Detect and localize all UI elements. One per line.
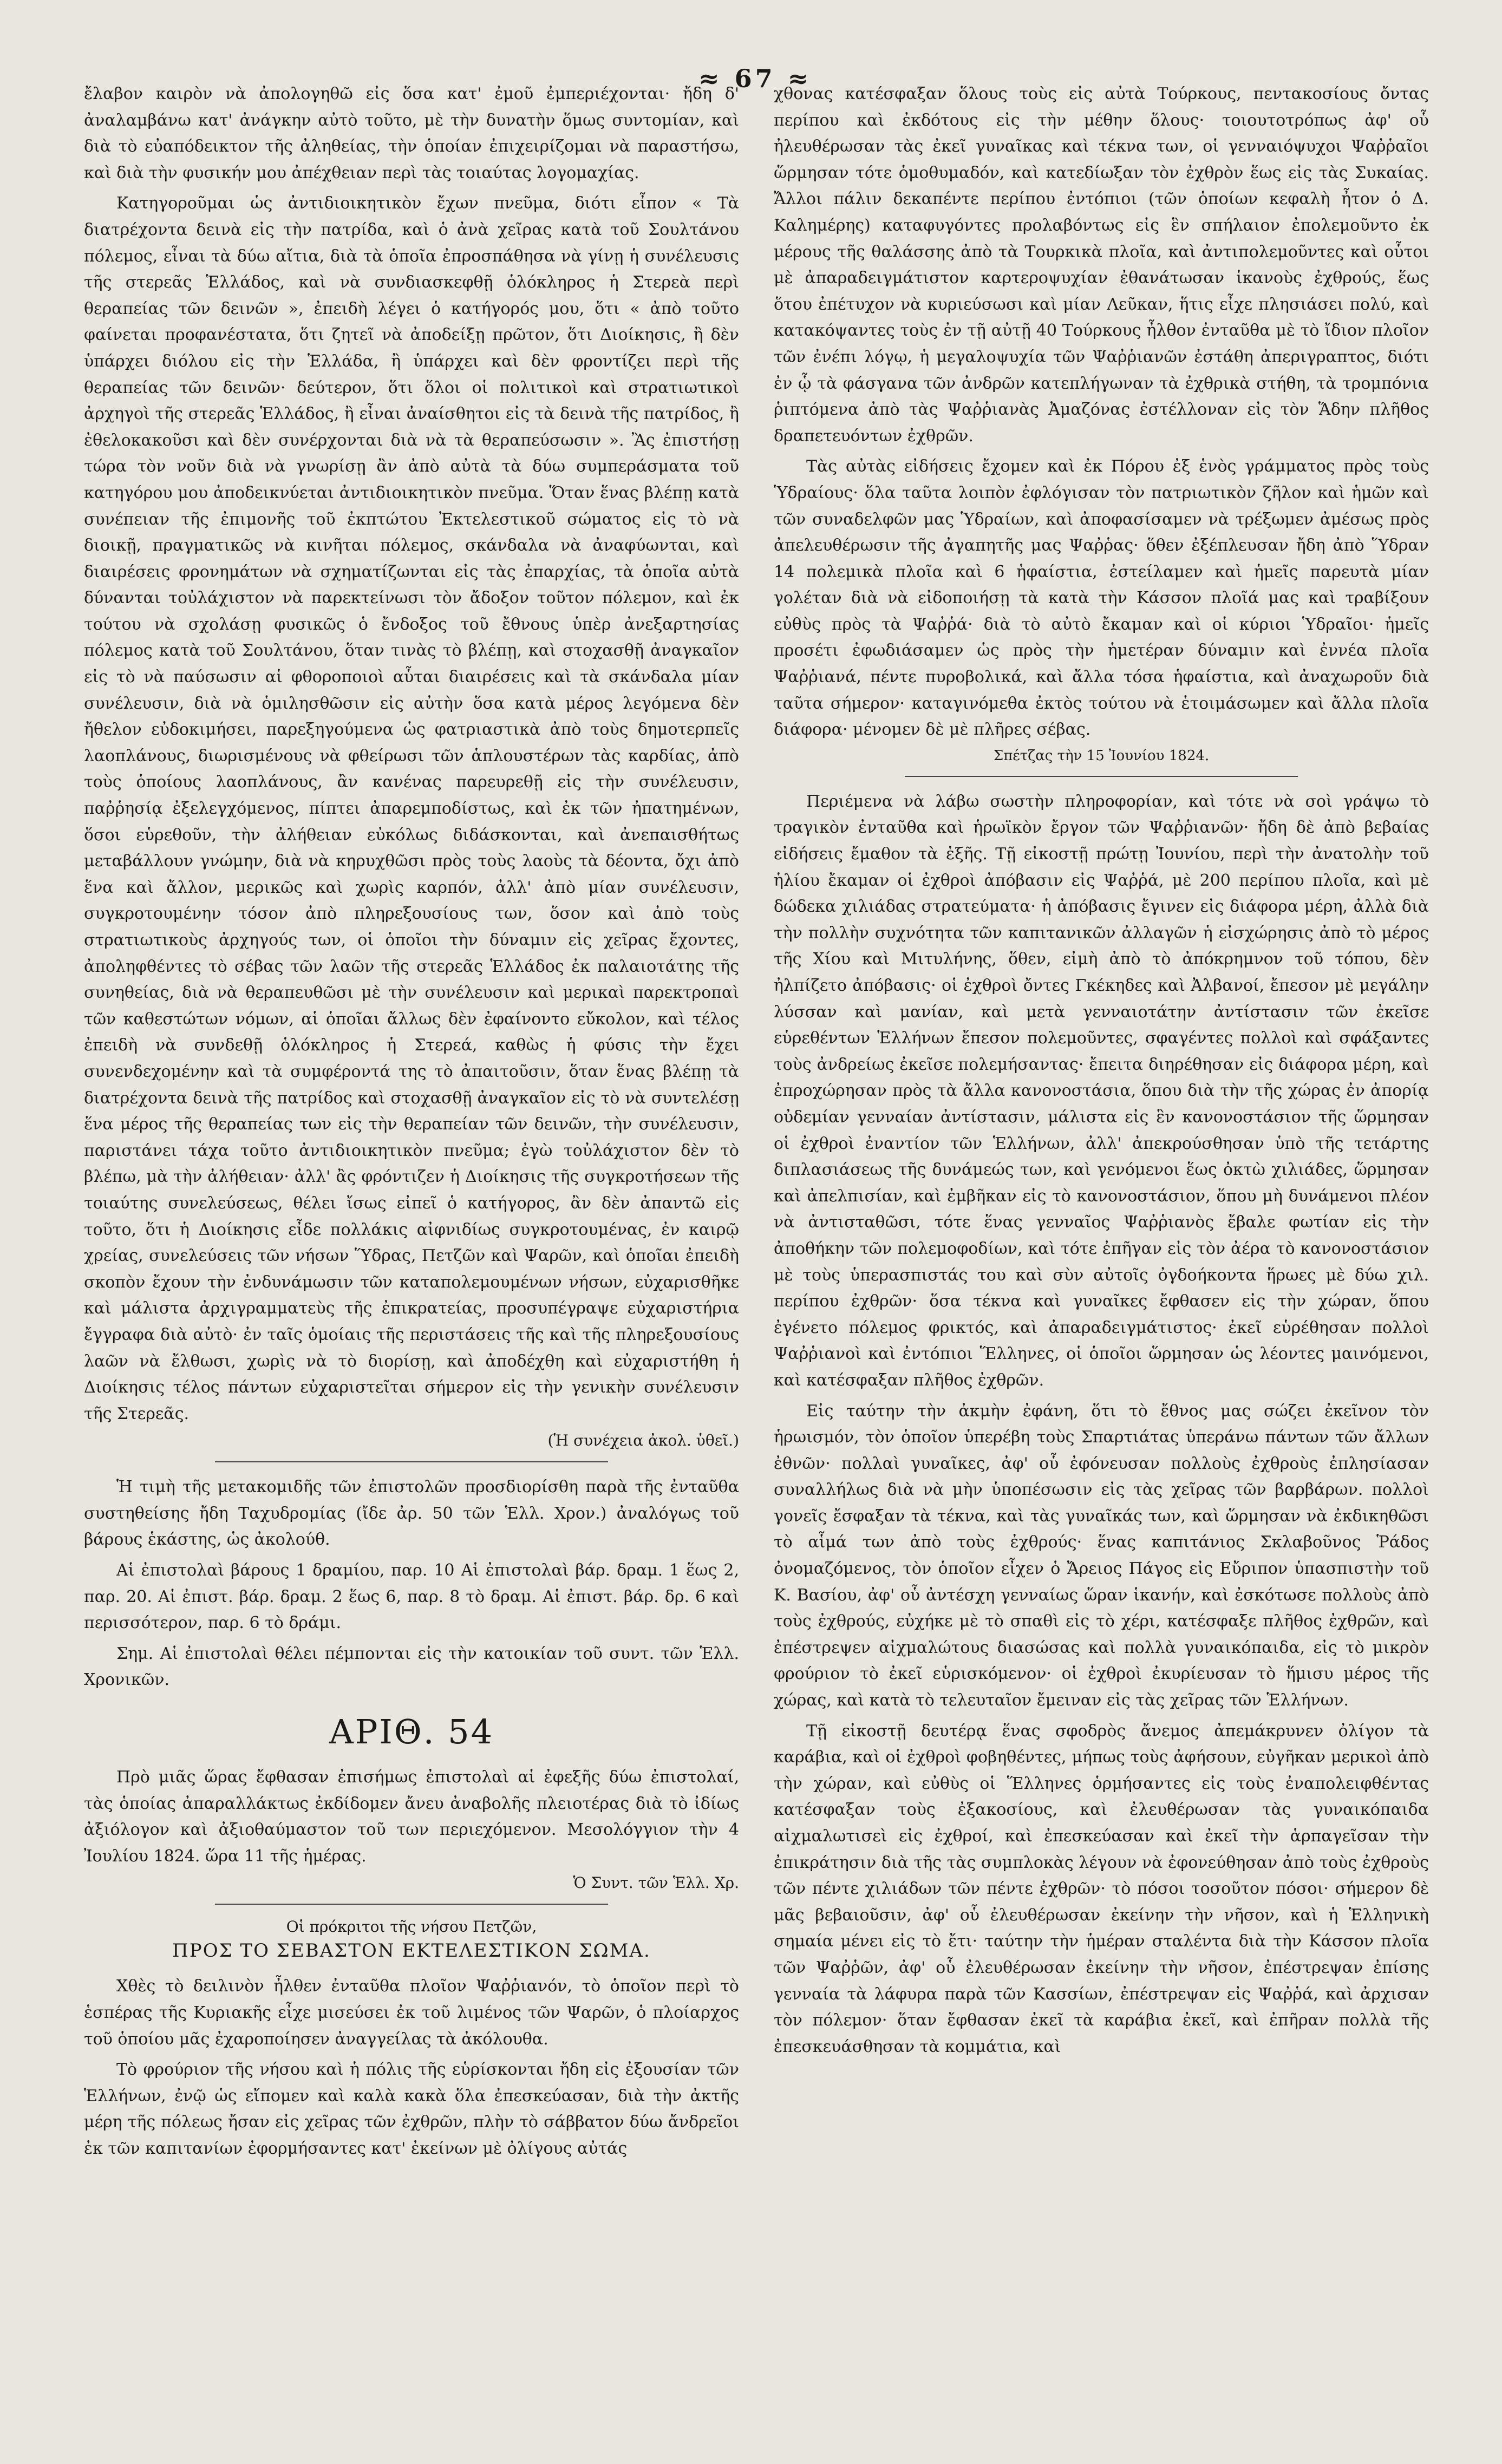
letter-date: Σπέτζας τὴν 15 Ἰουνίου 1824. [993, 747, 1210, 764]
columns [84, 81, 1432, 2399]
right-paragraph-1: χθονας κατέσφαξαν ὅλους τοὺς εἰς αὐτὰ Τούρκους, πεντακοσίους ὄντας περίπου καὶ ἐκδότους εἰς τὴν μέθην ὅλους· τοιουτοτρόπως ἀφ' οὗ ἠλευθέρωσαν τὰς ἐκεῖ γυναῖκας καὶ τέκνα των, οἱ γενναιόψυχοι Ψαῤῥαῖοι ὥρμησαν τότε ὁμοθυμαδόν, καὶ κατεδίωξαν τὸν ἐχθρὸν ἕως εἰς τὰς Συκαίας. Ἄλλοι πάλιν δεκαπέντε περίπου ἐντόπιοι (τῶν ὁποίων κεφαλὴ ἦτον ὁ Δ. Καλημέρης) καταφυγόντες προλαβόντως εἰς ἓν σπήλαιον ἐπολεμοῦντο ἐκ μέρους τῆς θαλάσσης ἀπὸ τὰ Τουρκικὰ πλοῖα, καὶ ἀντιπολεμοῦντες καὶ οὗτοι μὲ ἀπαραδειγμάτιστον καρτεροψυχίαν ἐθανάτωσαν ἱκανοὺς ἐχθρούς, ἕως ὅτου ἐπέτυχον νὰ κυριεύσωσι καὶ μίαν Λεῦκαν, ἥτις εἶχε πλησιάσει πολύ, καὶ κατακόψαντες τοὺς ἐν τῇ αὐτῇ 40 Τούρκους ἦλθον ἐνταῦθα μὲ τὸ ἴδιον πλοῖον τῶν ἐνέπι λόγῳ, ἡ μεγαλοψυχία τῶν Ψαῤῥιανῶν ἐστάθη ἀπεριγραπτος, διότι ἐν ᾧ τὰ φάσγανα τῶν ἀνδρῶν κατεπλήγωναν τὰ ἐχθρικὰ στήθη, τὰ τρομπόνια ῥιπτόμενα ἀπὸ τὰς Ψαῤῥιανὰς Ἀμαζόνας ἐστέλλοναν εἰς τὸν Ἅδην πλῆθος δραπετευόντων ἐχθρῶν. [774, 84, 1429, 446]
footnote-1: Ἡ τιμὴ τῆς μετακομιδῆς τῶν ἐπιστολῶν προσδιορίσθη παρὰ τῆς ἐνταῦθα συστηθείσης ἤδη Ταχυδρομίας (ἴδε ἀρ. 50 τῶν Ἑλλ. Χρον.) ἀναλόγως τοῦ βάρους ἑκάστης, ὡς ἀκολούθ. [84, 1478, 739, 1550]
issue-note: Πρὸ μιᾶς ὥρας ἔφθασαν ἐπισήμως ἐπιστολαὶ αἱ ἐφεξῆς δύω ἐπιστολαί, τὰς ὁποίας ἀπαραλλάκτως ἐκδίδομεν ἄνευ ἀναβολῆς πλειοτέρας διὰ τὸ ἰδίως ἀξιόλογον καὶ ἀξιοθαύμαστον τοῦ των περιεχόμενον. Μεσολόγγιον τὴν 4 Ἰουλίου 1824. ὥρα 11 τῆς ἡμέρας. [84, 1768, 739, 1866]
right-paragraph-5: Τῇ εἰκοστῇ δευτέρᾳ ἕνας σφοδρὸς ἄνεμος ἀπεμάκρυνεν ὀλίγον τὰ καράβια, καὶ οἱ ἐχθροὶ φοβηθέντες, μήπως τοὺς ἀφήσουν, εὐγῆκαν μερικοὶ ἀπὸ τὴν χώραν, καὶ εὐθὺς οἱ Ἕλληνες ὁρμήσαντες εἰς τοὺς ἐναπολειφθέντας κατέσφαξαν τοὺς ἐξακοσίους, καὶ ἐλευθέρωσαν τὰς γυναικόπαιδα αἰχμαλωτισεὶ εἰς ἐχθροί, καὶ ἐπεσκεύασαν καὶ ἐκεῖ τὴν ἁρπαγεῖσαν τὴν ἐπικράτησιν διὰ τῆς τὰς συμπλοκὰς λέγουν νὰ ἐφονεύθησαν ἀπὸ τοὺς ἐχθροὺς τῶν πέντε χιλιάδων τῶν πέντε ἐχθρῶν· τὸ πόσοι τοσοῦτον πόσοι· σήμερον δὲ μᾶς βεβαιοῦσιν, ἀφ' οὗ ἐλευθέρωσαν ἐκείνην τὴν νῆσον, καὶ ἡ Ἑλληνικὴ σημαία μένει εἰς τὸ ἔτι· ταύτην τὴν ἡμέραν σταλέντα διὰ τὴν Κάσσον πλοῖα τῶν Ψαῤῥῶν, ἀφ' οὗ ἐλευθέρωσαν ἐκείνην τὴν νῆσον, ἐπέστρεψαν ἐπίσης γενναία τὰ λάφυρα παρὰ τῶν Κασσίων, ἐπέστρεψαν εἰς Ψαῤῥά, καὶ ἀρχισαν τὸν πόλεμον· ὅταν ἔφθασαν ἐκεῖ τὰ καράβια ἐκεῖ, καὶ ἐπῆραν πολλὰ τῆς ἐπεσκευάσθησαν τὰ κομμάτια, καὶ [774, 1721, 1429, 2056]
footnote-2: Αἱ ἐπιστολαὶ βάρους 1 δραμίου, παρ. 10 Αἱ ἐπιστολαὶ βάρ. δραμ. 1 ἕως 2, παρ. 20. Αἱ ἐπιστ. βάρ. δραμ. 2 ἕως 6, παρ. 8 τὸ δραμ. Αἱ ἐπιστ. βάρ. δρ. 6 καὶ περισσότερον, παρ. 6 τὸ δράμι. [84, 1561, 739, 1633]
page-number-value: 67 [734, 64, 776, 93]
letter-from: Οἱ πρόκριτοι τῆς νήσου Πετζῶν, [286, 1918, 537, 1936]
continuation-note: (Ἡ συνέχεια ἀκολ. ὑθεῖ.) [547, 1432, 739, 1450]
left-column [84, 81, 739, 2399]
footnote-3: Σημ. Αἱ ἐπιστολαὶ θέλει πέμπονται εἰς τὴν κατοικίαν τοῦ συντ. τῶν Ἑλλ. Χρονικῶν. [84, 1644, 739, 1690]
right-paragraph-2: Τὰς αὐτὰς εἰδήσεις ἔχομεν καὶ ἐκ Πόρου ἐξ ἑνὸς γράμματος πρὸς τοὺς Ὑδραίους· ὅλα ταῦτα λοιπὸν ἐφλόγισαν τὸν πατριωτικὸν ζῆλον καὶ ἡμῶν καὶ τῶν συναδελφῶν μας Ὑδραίων, καὶ ἀποφασίσαμεν νὰ τρέξωμεν ἀμέσως πρὸς ἀπελευθέρωσιν τῆς ἀγαπητῆς μας Ψαῤῥας· ὅθεν ἐξέπλευσαν ἤδη ἀπὸ Ὕδραν 14 πολεμικὰ πλοῖα καὶ 6 ἡφαίστια, ἐστείλαμεν καὶ ἡμεῖς παρευτὰ μίαν γολέταν διὰ νὰ εἰδοποιήσῃ τὰ κατὰ τὴν Κάσσον πλοῖά μας καὶ τραβίξουν εὐθὺς πρὸς τὰ Ψαῤῥά· διὰ τὸ αὐτὸ ἔκαμαν καὶ οἱ κύριοι Ὑδραῖοι· ἡμεῖς προσέτι ἐφωδιάσαμεν ὡς πρὸς τὴν ἡμετέραν δύναμιν καὶ ἐννέα πλοῖα Ψαῤῥιανά, πέντε πυροβολικά, καὶ ἄλλα τόσα ἡφαίστια, καὶ ἀναχωροῦν διὰ ταῦτα σήμερον· καταγινόμεθα ἐκτὸς τούτου νὰ ἑτοιμάσωμεν καὶ ἄλλα πλοῖα διάφορα· μένομεν δὲ μὲ πλῆρες σέβας. [774, 457, 1429, 740]
left-paragraph-1: ἔλαβον καιρὸν νὰ ἀπολογηθῶ εἰς ὅσα κατ' ἐμοῦ ἐμπεριέχονται· ἤδη δ' ἀναλαμβάνω κατ' ἀνάγκην αὐτὸ τοῦτο, μὲ τὴν δυνατὴν ὅμως συντομίαν, καὶ διὰ τὸ εὐαπόδεικτον τῆς ἀληθείας, τὴν ὁποίαν ἐπιχειρίζομαι νὰ παραστήσω, καὶ διὰ τὴν φυσικήν μου ἀπέχθειαν περὶ τὰς τοιαύτας λογομαχίας. [84, 84, 739, 182]
letter-paragraph-2: Τὸ φρούριον τῆς νήσου καὶ ἡ πόλις τῆς εὑρίσκονται ἤδη εἰς ἐξουσίαν τῶν Ἑλλήνων, ἐνῷ ὡς εἴπομεν καὶ καλὰ κακὰ ὅλα ἐπεσκεύασαν, διὰ τὴν ἀκτῆς μέρη τῆς πόλεως ἤσαν εἰς χεῖρας τῶν ἐχθρῶν, πλὴν τὸ σάββατον δύω ἄνδρεῖοι ἐκ τῶν καπιτανίων ἐφορμήσαντες κατ' ἐκείνων μὲ ὀλίγους αὐτάς [84, 2060, 739, 2158]
page-number: ≈ 67 ≈ [698, 64, 812, 93]
right-paragraph-3: Περιέμενα νὰ λάβω σωστὴν πληροφορίαν, καὶ τότε νὰ σοὶ γράψω τὸ τραγικὸν ἐνταῦθα καὶ ἡρωϊκὸν ἔργον τῶν Ψαῤῥιανῶν· ἤδη δὲ ἀπὸ βεβαίας εἰδήσεις ἔμαθον τὰ ἑξῆς. Τῇ εἰκοστῇ πρώτῃ Ἰουνίου, περὶ τὴν ἀνατολὴν τοῦ ἡλίου ἔκαμαν οἱ ἐχθροὶ ἀπόβασιν εἰς Ψαῤῥά, μὲ 200 περίπου πλοῖα, καὶ μὲ δώδεκα χιλιάδας στρατεύματα· ἡ ἀπόβασις ἔγινεν εἰς διάφορα μέρη, ἀλλὰ διὰ τὴν πολλὴν συχνότητα τῶν καπιτανικῶν ἀλλαγῶν ἡ εἰσχώρησις ἀπὸ τὸ μέρος τῆς Χίου καὶ Μιτυλήνης, ὅθεν, εἰμὴ ἀπὸ τὸ ἀπόκρημνον τοῦ τόπου, δὲν ἠλπίζετο ἀπόβασις· οἱ ἐχθροὶ ὄντες Γκέκηδες καὶ Ἀλβανοί, ἔπεσον μὲ μεγάλην λύσσαν καὶ μανίαν, καὶ μετὰ γενναιοτάτην ἀντίστασιν τῶν ἐκεῖσε εὑρεθέντων Ἑλλήνων ἔπεσον πολεμοῦντες, σφαγέντες πολλοὶ καὶ σφάξαντες τοὺς ἀνδρείως ἐκεῖσε πολεμήσαντας· ἔπειτα διηρέθησαν εἰς διάφορα μέρη, καὶ ἐπροχώρησαν πρὸς τὰ ἄλλα κανονοστάσια, ὅπου διὰ τὴν τῆς χώρας ἐν ἀπορίᾳ οὐδεμίαν γενναίαν ἀντίστασιν, μάλιστα εἰς ἓν κανονοστάσιον τῆς ὥρμησαν οἱ ἐχθροὶ ἐναντίον τῶν Ἑλλήνων, ἀλλ' ἀπεκρούσθησαν ὑπὸ τῆς τετάρτης διπλασιάσεως τῆς δυνάμεώς των, καὶ γενόμενοι ἕως ὀκτὼ χιλιάδες, ὥρμησαν καὶ ἀπελπισίαν, καὶ ἐμβῆκαν εἰς τὸ κανονοστάσιον, ὅπου μὴ δυνάμενοι πλέον νὰ ἀντισταθῶσι, τότε ἕνας γενναῖος Ψαῤῥιανὸς ἔβαλε φωτίαν εἰς τὴν ἀποθήκην τῶν πολεμοφοδίων, καὶ τότε ἐπῆγαν εἰς τὸν ἀέρα τὸ κανονοστάσιον μὲ τοὺς ὑπερασπιστάς του καὶ σὺν αὐτοῖς ὀγδοήκοντα ἥρωες μὲ δύω χιλ. περίπου ἐχθρῶν· ὅσα τέκνα καὶ γυναῖκες ἔφθασεν εἰς τὴν χώραν, ὅπου ἐγένετο πόλεμος φρικτός, καὶ ἀπαραδειγμάτιστος· ἐκεῖ εὑρέθησαν πολλοὶ Ψαῤῥιανοὶ καὶ ἐντόπιοι Ἕλληνες, οἱ ὁποῖοι ὥρμησαν ὡς λέοντες μαινόμενοι, καὶ κατέσφαξαν πλῆθος ἐχθρῶν. [774, 792, 1429, 1390]
issue-signature: Ὁ Συντ. τῶν Ἑλλ. Χρ. [573, 1874, 739, 1892]
section-title: ΑΡΙΘ. 54 [329, 1712, 494, 1752]
left-paragraph-2: Κατηγοροῦμαι ὡς ἀντιδιοικητικὸν ἔχων πνεῦμα, διότι εἶπον « Τὰ διατρέχοντα δεινὰ εἰς τὴν πατρίδα, καὶ ὁ ἀνὰ χεῖρας κατὰ τοῦ Σουλτάνου πόλεμος, εἶναι τὰ δύω αἴτια, διὰ τὰ ὁποῖα ἐπροσπάθησα νὰ γίνῃ ἡ συνέλευσις τῆς στερεᾶς Ἑλλάδος, καὶ νὰ συνδιασκεφθῇ ὁλόκληρος ἡ Στερεὰ περὶ θεραπείας τῶν δεινῶν », ἐπειδὴ λέγει ὁ κατήγορός μου, ὅτι « ἀπὸ τοῦτο φαίνεται προφανέστατα, ὅτι ζητεῖ νὰ ἀποδείξῃ πρῶτον, ὅτι Διοίκησις, ἢ δὲν ὑπάρχει διόλου εἰς τὴν Ἑλλάδα, ἢ ὑπάρχει καὶ δὲν φροντίζει περὶ τῆς θεραπείας τῶν δεινῶν· δεύτερον, ὅτι ὅλοι οἱ πολιτικοὶ καὶ στρατιωτικοὶ ἀρχηγοὶ τῆς στερεᾶς Ἑλλάδος, ἢ εἶναι ἀναίσθητοι εἰς τὰ δεινὰ τῆς πατρίδος, ἢ ἐθελοκακοῦσι καὶ δὲν συνέρχονται διὰ νὰ τὰ θεραπεύσωσιν ». Ἂς ἐπιστήσῃ τώρα τὸν νοῦν διὰ νὰ γνωρίσῃ ἂν ἀπὸ αὐτὰ τὰ δύω συμπεράσματα τοῦ κατηγόρου μου ἀποδεικνύεται ἀντιδιοικητικὸν πνεῦμα. Ὅταν ἕνας βλέπῃ κατὰ συνέπειαν τῆς ἐπιμονῆς τοῦ ἐκπτώτου Ἐκτελεστικοῦ σώματος εἰς τὸ νὰ διοικῇ, πραγματικῶς νὰ κινῆται πόλεμος, σκάνδαλα νὰ ἀναφύωνται, καὶ διαιρέσεις φρονημάτων νὰ σχηματίζωνται εἰς τὰς ἐπαρχίας, τὰ ὁποῖα αὐτὰ δύνανται τοὐλάχιστον νὰ παρεκτείνωσι τὸν ἄδοξον τοῦτον πόλεμον, καὶ ἐκ τούτου νὰ σχολάσῃ φυσικῶς ὁ ἔνδοξος τοῦ ἔθνους ὑπὲρ ἀνεξαρτησίας πόλεμος κατὰ τοῦ Σουλτάνου, ὅταν τινὰς τὸ βλέπῃ, καὶ στοχασθῇ ἀναγκαῖον εἰς τὸ νὰ παύσωσιν αἱ φθοροποιοὶ αὗται διαιρέσεις καὶ τὰ σκάνδαλα μίαν συνέλευσιν, διὰ νὰ ὁμιλησθῶσιν εἰς αὐτὴν ὅσα κατὰ μέρος λεγόμενα δὲν ἤθελον εὐδοκιμήσει, παρεξηγούμενα ὡς φατριαστικὰ ἀπὸ τοὺς δημοτερπεῖς λαοπλάνους, διωρισμένους νὰ φθείρωσι τῶν ἁπλουστέρων τὰς καρδίας, ἀπὸ τοὺς ὁποίους λαοπλάνους, ἂν κανένας παρευρεθῇ εἰς τὴν συνέλευσιν, παῤῥησίᾳ ἐξελεγχόμενος, πίπτει ἀπαρεμποδίστως, καὶ ἐκ τῶν ἠπατημένων, ὅσοι εὑρεθοῦν, τὴν ἀλήθειαν εὐκόλως διδάσκονται, καὶ ἀνεπαισθήτως μεταβάλλουν γνώμην, διὰ νὰ κηρυχθῶσι πρὸς τοὺς λαοὺς τὰ δέοντα, ὄχι ἀπὸ ἕνα καὶ ἄλλον, μερικῶς καὶ χωρὶς καρπόν, ἀλλ' ἀπὸ μίαν συνέλευσιν, συγκροτουμένην τόσον ἀπὸ πληρεξουσίους των, ὅσον καὶ ἀπὸ τοὺς στρατιωτικοὺς ἀρχηγούς των, οἱ ὁποῖοι τὴν δύναμιν εἰς χεῖρας ἔχοντες, ἀποληφθέντες τὸ σέβας τῶν λαῶν τῆς στερεᾶς Ἑλλάδος ἐκ παλαιοτάτης τῆς συνηθείας, διὰ νὰ θεραπευθῶσι μὲ τὴν συνέλευσιν καὶ μερικαὶ παρεκτροπαὶ τῶν καθεστώτων νόμων, αἱ ὁποῖαι ἄλλως δὲν ἐφαίνοντο εὔκολον, καὶ τέλος ἐπειδὴ νὰ συνδεθῇ ὁλόκληρος ἡ Στερεά, καθὼς ἡ φύσις τὴν ἔχει συνενδεχομένην καὶ τὰ συμφέροντά της τὸ ἀπαιτοῦσιν, ὅταν ἕνας βλέπῃ τὰ διατρέχοντα δεινὰ τῆς πατρίδος καὶ στοχασθῇ ἀναγκαῖον εἰς τὸ νὰ συντελέσῃ ἕνα μέρος τῆς θεραπείας των εἰς τὴν θεραπείαν τῶν δεινῶν, τὴν συνέλευσιν, παριστάνει τάχα τοῦτο ἀντιδιοικητικὸν πνεῦμα; ἐγὼ τοὐλάχιστον δὲν τὸ βλέπω, μὰ τὴν ἀλήθειαν· ἀλλ' ἂς φρόντιζεν ἡ Διοίκησις τῆς συγκροτήσεων τῆς τοιαύτης συνελεύσεως, θέλει ἴσως εἰπεῖ ὁ κατήγορος, ἂν δὲν ἀπαντῶ εἰς τοῦτο, ὅτι ἡ Διοίκησις εἶδε πολλάκις αἰφνιδίως συγκροτουμένας, ἐν καιρῷ χρείας, συνελεύσεις τῶν νήσων Ὕδρας, Πετζῶν καὶ Ψαρῶν, καὶ ὁποῖαι ἐπειδὴ σκοπὸν ἔχουν τὴν ἐνδυνάμωσιν τῶν καταπολεμουμένων νήσων, εὐχαρισθῆκε καὶ μάλιστα ἀρχιγραμματεὺς τῆς ἐπικρατείας, προσυπέγραψε εὐχαριστήρια ἔγγραφα διὰ αὐτὸ· ἐν ταῖς ὁμοίαις τῆς περιστάσεις τῆς καὶ τῆς πληρεξουσίους λαῶν νὰ ἔλθωσι, χωρὶς νὰ τὸ διορίσῃ, καὶ ἀποδέχθη καὶ εὐχαριστήθη ἡ Διοίκησις τέλος πάντων εὐχαριστεῖται σήμερον εἰς τὴν γενικὴν συνέλευσιν τῆς Στερεᾶς. [84, 194, 739, 1423]
divider [215, 1461, 608, 1462]
right-paragraph-4: Εἰς ταύτην τὴν ἀκμὴν ἐφάνη, ὅτι τὸ ἔθνος μας σώζει ἐκεῖνον τὸν ἡρωισμόν, τὸν ὁποῖον ὑπερέβη τοὺς Σπαρτιάτας ὑπεράνω πάντων τῶν ἄλλων ἐθνῶν· πολλαὶ γυναῖκες, ἀφ' οὗ ἐφόνευσαν πολλοὺς ἐχθροὺς ἐπλησίασαν συναλλήλως διὰ νὰ μὴν ὑποπέσωσιν εἰς τὰς χεῖρας τῶν βαρβάρων. πολλοὶ γονεῖς ἔσφαξαν τὰ τέκνα, καὶ τὰς γυναῖκάς των, καὶ ὥρμησαν νὰ ἐκδικηθῶσι τὸ αἷμά των ἀπὸ τοὺς ἐχθρούς· ἕνας καπιτάνιος Σκλαβοῦνος Ῥάδος ὀνομαζόμενος, τὸν ὁποῖον εἶχεν ὁ Ἄρειος Πάγος εἰς Εὔριπον ὑπασπιστὴν τοῦ Κ. Βασίου, ἀφ' οὗ ἀντέσχη γενναίως ὥραν ἱκανήν, καὶ ἐσκότωσε πολλοὺς ἀπὸ τοὺς ἐχθρούς, εὐχήκε μὲ τὸ σπαθὶ εἰς τὸ χέρι, κατέσφαξε πλῆθος ἐχθρῶν, καὶ ἐπέστρεψεν αἰχμαλώτους διασώσας καὶ πολλὰ γυναικόπαιδα, εἰς τὸ μικρὸν φρούριον τὸ ἐκεῖ εὑρισκόμενον· οἱ ἐχθροὶ ἐκυρίευσαν τὸ ἥμισυ μέρος τῆς χώρας, καὶ κατὰ τὸ τελευταῖον ἔμειναν εἰς τὰς χεῖρας τῶν Ἑλλήνων. [774, 1401, 1429, 1710]
divider [215, 1904, 608, 1905]
letter-paragraph-1: Χθὲς τὸ δειλινὸν ἦλθεν ἐνταῦθα πλοῖον Ψαῤῥιανόν, τὸ ὁποῖον περὶ τὸ ἑσπέρας τῆς Κυριακῆς εἶχε μισεύσει ἐκ τοῦ λιμένος τῶν Ψαρῶν, ὁ πλοίαρχος τοῦ ὁποίου μᾶς ἐχαροποίησεν ἀναγγείλας τὰ ἀκόλουθα. [84, 1977, 739, 2049]
letter-to: ΠΡΟΣ ΤΟ ΣΕΒΑΣΤΟΝ ΕΚΤΕΛΕΣΤΙΚΟΝ ΣΩΜΑ. [172, 1940, 651, 1962]
divider [905, 776, 1298, 777]
right-column [774, 81, 1429, 2399]
